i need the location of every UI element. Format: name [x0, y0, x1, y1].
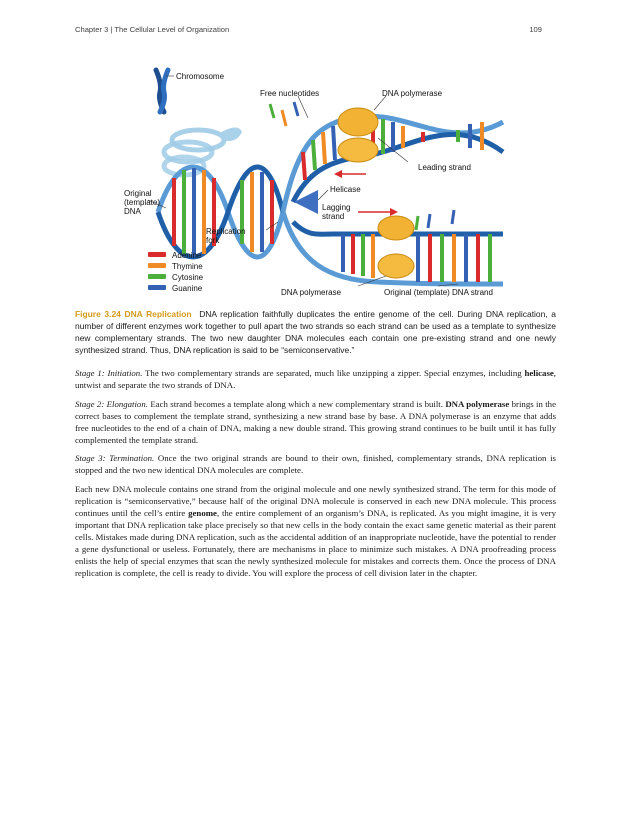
label-lagging-1: Lagging [322, 203, 351, 212]
key-term-dna-polymerase: DNA polymerase [445, 398, 510, 409]
label-helicase: Helicase [330, 185, 361, 194]
legend-item-guanine [148, 284, 203, 293]
legend-label-thymine: Thymine [172, 262, 203, 271]
legend-item-adenine [148, 251, 202, 260]
label-chromosome: Chromosome [176, 72, 225, 81]
caption-text: DNA replication faithfully duplicates the entire genome of the cell. During DNA replication, a number of different enzymes work together to pull apart the two strands so each strand can be used as a template to synthesize new complementary strands. The two new daughter DNA molecules each contain one pre-existing strand and one newly synthesized strand. Thus, DNA replication is said to be “semiconservative.” [75, 309, 556, 355]
page-number: 109 [529, 25, 542, 34]
legend-item-thymine [148, 262, 203, 271]
legend-swatch-guanine [148, 285, 166, 290]
label-replication-fork-2: fork [206, 236, 220, 245]
label-dna-polymerase-top: DNA polymerase [382, 89, 443, 98]
chromosome-icon [156, 70, 168, 112]
legend-label-cytosine: Cytosine [172, 273, 204, 282]
chapter-title: Chapter 3 | The Cellular Level of Organization [75, 25, 230, 34]
dna-replication-diagram [118, 62, 508, 302]
label-original-template-strand: Original (template) DNA strand [384, 288, 493, 297]
page-header [75, 25, 542, 34]
paragraph-termination [75, 452, 556, 476]
paragraph-semiconservative [75, 483, 556, 579]
label-replication-fork-1: Replication [206, 227, 246, 236]
body-text [75, 367, 556, 585]
stage-label: Stage 3: Termination. [75, 453, 155, 463]
legend [148, 251, 204, 293]
label-free-nucleotides: Free nucleotides [260, 89, 320, 98]
dna-replication-figure [118, 62, 508, 302]
legend-label-adenine: Adenine [172, 251, 202, 260]
label-original-1: Original [124, 189, 152, 198]
paragraph-text: Each new DNA molecule contains one strand from the original molecule and one newly synthesized strand. The term for this mode of replication is “semiconservative,” because half of the original DNA molecule is conserved in each new DNA molecule. This process continues until the cell’s entire [75, 483, 556, 518]
legend-label-guanine: Guanine [172, 284, 203, 293]
paragraph-text: , untwist and separate the two strands of DNA. [75, 368, 556, 390]
figure-label: Figure 3.24 DNA Replication [75, 309, 192, 319]
figure-caption [75, 308, 556, 356]
legend-swatch-adenine [148, 252, 166, 257]
paragraph-text: The two complementary strands are separated, much like unzipping a zipper. Special enzymes, including [142, 368, 525, 378]
label-lagging-2: strand [322, 212, 345, 221]
label-leading-strand: Leading strand [418, 163, 471, 172]
paragraph-text: , the entire complement of an organism’s DNA, is replicated. As you might imagine, it is very important that DNA replication take place precisely so that new cells in the body contain the exact same genetic material as their parent cells. Mistakes made during DNA replication, such as the accidental addition of an inappropriate nucleotide, have the potential to render a gene dysfunctional or useless. Fortunately, there are mechanisms in place to minimize such mistakes. A DNA proofreading process enlists the help of special enzymes that scan the newly synthesized molecule for mistakes and corrects them. Once the process of DNA replication is complete, the cell is ready to divide. You will explore the process of cell division later in the chapter. [75, 507, 557, 578]
legend-swatch-thymine [148, 263, 166, 268]
paragraph-elongation [75, 398, 556, 446]
paragraph-text: Each strand becomes a template along which a new complementary strand is built. [147, 398, 446, 409]
parent-helix [158, 167, 283, 257]
label-original-3: DNA [124, 207, 141, 216]
stage-label: Stage 1: Initiation. [75, 368, 143, 378]
key-term-helicase: helicase [524, 368, 554, 378]
legend-swatch-cytosine [148, 274, 166, 279]
legend-item-cytosine [148, 273, 204, 282]
label-dna-polymerase-bottom: DNA polymerase [281, 288, 342, 297]
lagging-strand-helix [283, 208, 503, 284]
label-original-2: (template) [124, 198, 161, 207]
paragraph-initiation [75, 367, 556, 391]
paragraph-text: Once the two original strands are bound to their own, finished, complementary strands, DNA replication is stopped and the two new identical DNA molecules are complete. [75, 453, 556, 475]
key-term-genome: genome [188, 507, 217, 518]
stage-label: Stage 2: Elongation. [75, 398, 148, 409]
paragraph-text: brings in the correct bases to complement the template strand, synthesizing a new strand base by base. A DNA polymerase is an enzyme that adds free nucleotides to the end of a chain of DNA, making a new double strand. This growing strand continues to be built until it has fully complemented the template strand. [75, 398, 556, 445]
